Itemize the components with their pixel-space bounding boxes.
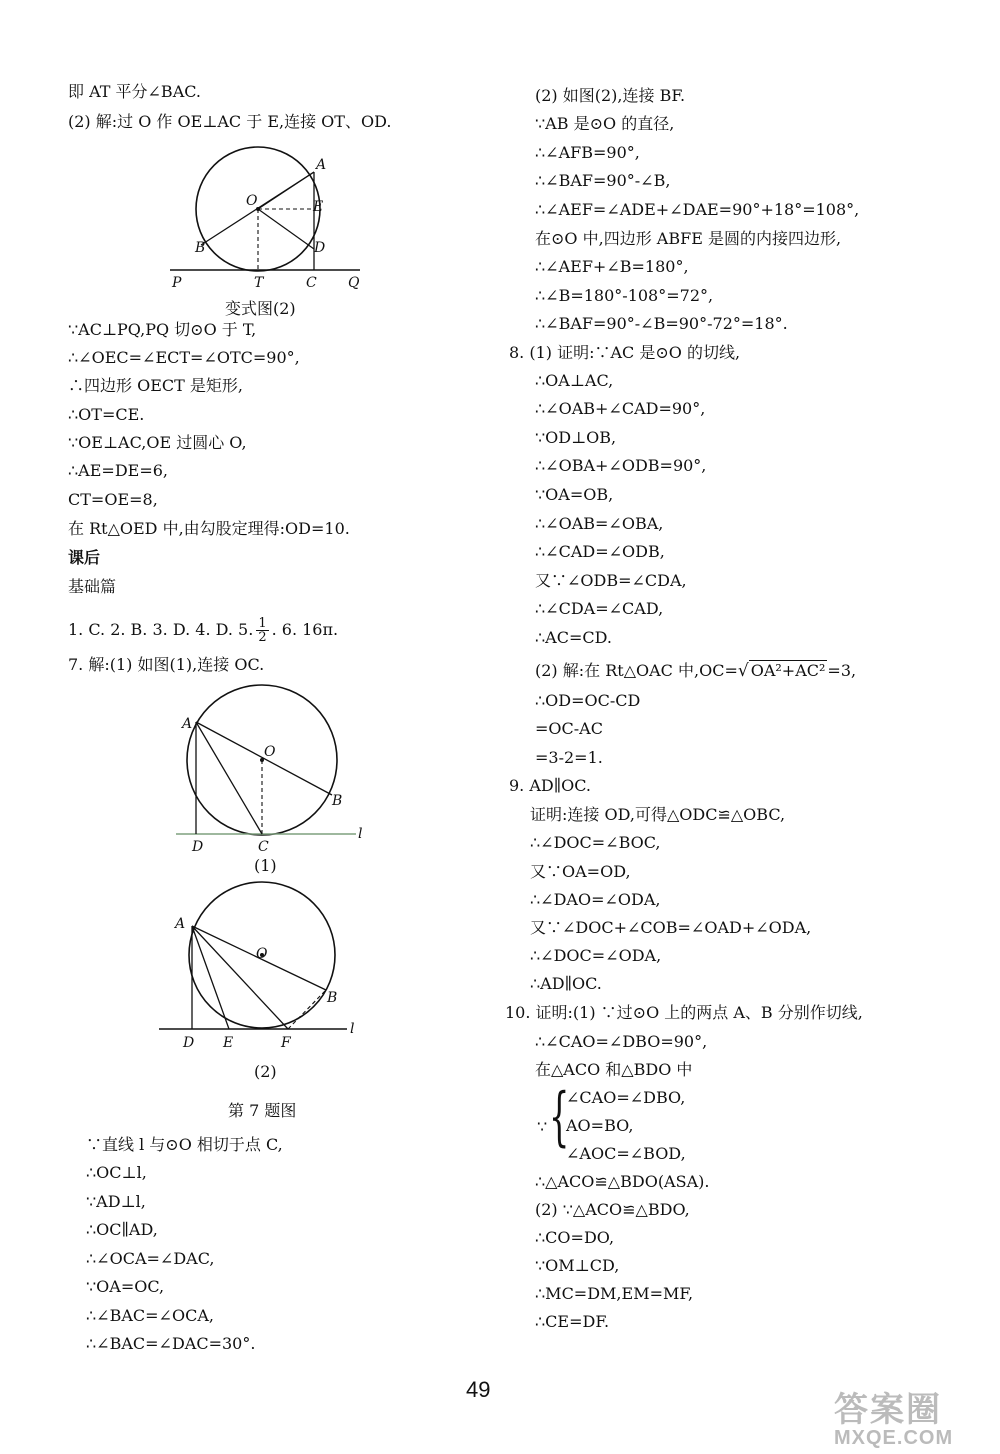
text-line: ∵AC⊥PQ,PQ 切⊙O 于 T,: [68, 320, 257, 339]
text-line: ∵OA=OC,: [86, 1277, 165, 1296]
fraction-one-half: $\frac{1}{2}$: [258, 616, 267, 645]
text-line: =OC-AC: [535, 719, 603, 738]
label-E: E: [223, 1035, 234, 1051]
q7-figure-2: [155, 880, 367, 1052]
text-line: ∵AD⊥l,: [86, 1192, 146, 1211]
label-A: A: [316, 157, 327, 173]
label-A: A: [182, 716, 193, 732]
label-O: O: [246, 193, 258, 209]
watermark-logo: 答案圈 MXQE.COM: [834, 1391, 954, 1449]
figure-caption: 变式图(2): [225, 299, 296, 318]
text-line: ∵OE⊥AC,OE 过圆心 O,: [68, 433, 247, 452]
text-line: (2) ∵△ACO≌△BDO,: [535, 1200, 690, 1219]
text-line: 又∵∠ODB=∠CDA,: [535, 571, 687, 590]
label-B: B: [327, 990, 338, 1006]
text-line: ∴OD=OC-CD: [535, 691, 641, 710]
text-line: 又∵OA=OD,: [530, 862, 631, 881]
question-8: 8. (1) 证明:∵AC 是⊙O 的切线,: [509, 343, 741, 362]
label-D: D: [192, 839, 204, 854]
text-line: ∴MC=DM,EM=MF,: [535, 1284, 694, 1303]
label-l: l: [358, 826, 363, 842]
text-line-sqrt: (2) 解:在 Rt△OAC 中,OC=√ OA²+AC² =3,: [535, 661, 857, 681]
text-line: ∴∠DOC=∠BOC,: [530, 833, 661, 852]
label-D: D: [314, 240, 326, 256]
text-line: 又∵∠DOC+∠COB=∠OAD+∠ODA,: [530, 918, 812, 937]
text-line: 证明:连接 OD,可得△ODC≌△OBC,: [530, 805, 786, 824]
label-C: C: [306, 275, 317, 291]
label-B: B: [332, 793, 343, 809]
label-T: T: [254, 275, 264, 291]
question-9: 9. AD∥OC.: [509, 776, 591, 795]
label-E: E: [313, 199, 324, 215]
figure-caption: (1): [254, 856, 277, 875]
text-line: ∴∠OEC=∠ECT=∠OTC=90°,: [68, 348, 300, 367]
figure-caption: 第 7 题图: [228, 1101, 297, 1120]
text-line: ∴△ACO≌△BDO(ASA).: [535, 1172, 710, 1191]
text-line: ∴∠DOC=∠ODA,: [530, 946, 662, 965]
text-line: ∴OC∥AD,: [86, 1220, 158, 1239]
label-Q: Q: [348, 275, 360, 291]
q7-figure-1: [172, 682, 372, 854]
text-line: ∴∠AEF+∠B=180°,: [535, 257, 689, 276]
page-number: 49: [466, 1377, 491, 1402]
question-10: 10. 证明:(1) ∵过⊙O 上的两点 A、B 分别作切线,: [505, 1003, 863, 1022]
text-line: ∴∠BAC=∠OCA,: [86, 1306, 214, 1325]
text-line: ∴OA⊥AC,: [535, 371, 614, 390]
text-line: ∠CAO=∠DBO,: [566, 1088, 686, 1107]
text-line: (2) 解:过 O 作 OE⊥AC 于 E,连接 OT、OD.: [68, 112, 392, 131]
section-heading: 课后: [68, 548, 101, 567]
text-line: ∵直线 l 与⊙O 相切于点 C,: [86, 1135, 283, 1154]
text-line: ∴四边形 OECT 是矩形,: [68, 376, 243, 395]
text-line: ∴∠AFB=90°,: [535, 143, 640, 162]
text-line: AO=BO,: [566, 1116, 634, 1135]
label-B: B: [195, 240, 206, 256]
text-line: ∴AE=DE=6,: [68, 461, 168, 480]
text-line: ∴∠OAB+∠CAD=90°,: [535, 399, 706, 418]
label-C: C: [258, 839, 269, 854]
label-P: P: [172, 275, 182, 291]
question-7: 7. 解:(1) 如图(1),连接 OC.: [68, 655, 265, 674]
text-line: ∴AC=CD.: [535, 628, 612, 647]
text-line: ∴OC⊥l,: [86, 1163, 147, 1182]
label-l: l: [350, 1021, 355, 1037]
text-line: ∴AD∥OC.: [530, 974, 602, 993]
text-line: ∵OA=OB,: [535, 485, 614, 504]
text-line: ∴∠OCA=∠DAC,: [86, 1249, 215, 1268]
since-symbol: ∵: [537, 1117, 548, 1136]
text-line: ∴∠BAF=90°-∠B,: [535, 171, 671, 190]
text-line: ∴∠AEF=∠ADE+∠DAE=90°+18°=108°,: [535, 200, 860, 219]
text-line: ∴∠BAF=90°-∠B=90°-72°=18°.: [535, 314, 788, 333]
text-line: ∴∠OBA+∠ODB=90°,: [535, 456, 707, 475]
label-O: O: [264, 744, 276, 760]
text-line: 在 Rt△OED 中,由勾股定理得:OD=10.: [68, 519, 350, 538]
label-D: D: [183, 1035, 195, 1051]
text-line: ∴∠BAC=∠DAC=30°.: [86, 1334, 256, 1353]
text-line: ∠AOC=∠BOD,: [566, 1144, 686, 1163]
text-line: ∴∠OAB=∠OBA,: [535, 514, 664, 533]
figure-caption: (2): [254, 1062, 277, 1081]
text-line: ∵AB 是⊙O 的直径,: [535, 114, 675, 133]
text-line: ∴∠CAO=∠DBO=90°,: [535, 1032, 708, 1051]
variant-figure-2: [168, 145, 378, 295]
text-line: CT=OE=8,: [68, 490, 158, 509]
text-line: ∵OM⊥CD,: [535, 1256, 620, 1275]
text-line: 即 AT 平分∠BAC.: [68, 82, 202, 101]
text-line: ∴CO=DO,: [535, 1228, 615, 1247]
answers-line: 1. C. 2. B. 3. D. 4. D. 5. $\frac{1}{2}$ . 6. 16π.: [68, 616, 339, 645]
text-line: (2) 如图(2),连接 BF.: [535, 86, 686, 105]
text-line: ∴∠B=180°-108°=72°,: [535, 286, 714, 305]
subsection-heading: 基础篇: [68, 577, 117, 596]
text-line: ∴∠CAD=∠ODB,: [535, 542, 665, 561]
text-line: ∴OT=CE.: [68, 405, 145, 424]
sqrt-radicand: OA²+AC²: [750, 661, 826, 680]
text-line: ∴CE=DF.: [535, 1312, 610, 1331]
left-brace: {: [549, 1080, 570, 1154]
text-line: =3-2=1.: [535, 748, 603, 767]
label-F: F: [281, 1035, 291, 1051]
text-line: 在△ACO 和△BDO 中: [535, 1060, 693, 1079]
text-line: ∵OD⊥OB,: [535, 428, 617, 447]
label-O: O: [256, 946, 268, 962]
label-A: A: [175, 916, 186, 932]
text-line: ∴∠DAO=∠ODA,: [530, 890, 661, 909]
text-line: 在⊙O 中,四边形 ABFE 是圆的内接四边形,: [535, 229, 842, 248]
text-line: ∴∠CDA=∠CAD,: [535, 599, 664, 618]
